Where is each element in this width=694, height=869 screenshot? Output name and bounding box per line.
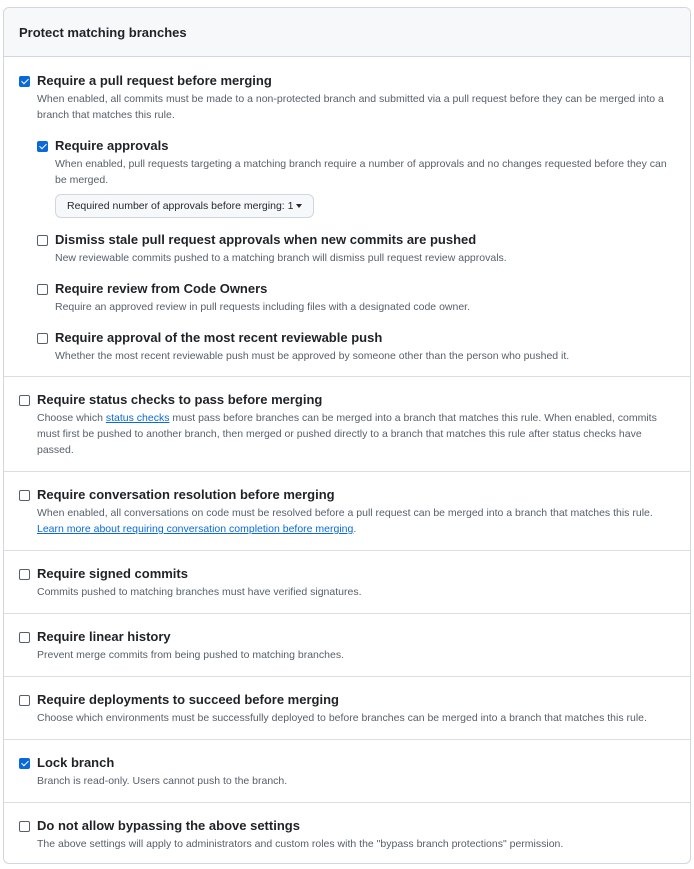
require-approvals-desc: When enabled, pull requests targeting a matching branch require a number of approvals and no changes requested before they can be merged. <box>55 158 667 186</box>
status-checks-desc-after: must pass before branches can be merged into a branch that matches this rule. When enabled, commits must first be pushed to another branch, then merged or pushed directly to a branch that matches this rule after status checks have passed. <box>37 412 657 456</box>
caret-down-icon <box>296 204 302 208</box>
require-pull-request-desc: When enabled, all commits must be made to a non-protected branch and submitted via a pull request before they can be merged into a branch that matches this rule. <box>37 93 664 121</box>
deployments-option <box>4 691 690 726</box>
recent-push-checkbox[interactable] <box>37 333 48 344</box>
conversation-desc <box>37 505 680 537</box>
recent-push-title[interactable]: Require approval of the most recent reviewable push <box>55 330 383 345</box>
linear-history-desc: Prevent merge commits from being pushed to matching branches. <box>37 649 344 661</box>
lock-branch-title[interactable]: Lock branch <box>37 755 115 770</box>
require-pull-request-checkbox[interactable] <box>19 76 30 87</box>
code-owners-checkbox[interactable] <box>37 284 48 295</box>
conversation-learn-more-link[interactable]: Learn more about requiring conversation completion before merging <box>37 523 354 535</box>
lock-branch-checkbox[interactable] <box>19 758 30 769</box>
code-owners-title[interactable]: Require review from Code Owners <box>55 281 268 296</box>
require-pull-request-title[interactable]: Require a pull request before merging <box>37 73 272 88</box>
linear-history-checkbox[interactable] <box>19 632 30 643</box>
deployments-desc: Choose which environments must be successfully deployed to before branches can be merged into a branch that matches this rule. <box>37 712 647 724</box>
linear-history-section <box>4 614 690 677</box>
deployments-title[interactable]: Require deployments to succeed before merging <box>37 692 339 707</box>
pull-request-section <box>4 57 690 377</box>
signed-commits-section <box>4 551 690 614</box>
lock-branch-desc: Branch is read-only. Users cannot push to the branch. <box>37 775 288 787</box>
code-owners-option <box>4 280 690 315</box>
conversation-checkbox[interactable] <box>19 490 30 501</box>
conversation-link-suffix: . <box>353 523 357 535</box>
status-checks-option <box>4 391 690 458</box>
branch-protection-panel <box>3 7 691 864</box>
no-bypass-section <box>4 803 690 864</box>
lock-branch-section <box>4 740 690 803</box>
signed-commits-title[interactable]: Require signed commits <box>37 566 188 581</box>
no-bypass-option <box>4 817 690 852</box>
status-checks-checkbox[interactable] <box>19 395 30 406</box>
status-checks-desc <box>37 410 680 458</box>
dismiss-stale-desc: New reviewable commits pushed to a matching branch will dismiss pull request review approvals. <box>55 252 507 264</box>
approvals-count-label: Required number of approvals before merging: 1 <box>67 200 294 212</box>
status-checks-section <box>4 377 690 472</box>
panel-header <box>4 8 690 57</box>
linear-history-title[interactable]: Require linear history <box>37 629 171 644</box>
code-owners-desc: Require an approved review in pull requests including files with a designated code owner. <box>55 301 471 313</box>
conversation-section <box>4 472 690 551</box>
dismiss-stale-checkbox[interactable] <box>37 235 48 246</box>
conversation-title[interactable]: Require conversation resolution before merging <box>37 487 335 502</box>
conversation-desc-text: When enabled, all conversations on code must be resolved before a pull request can be merged into a branch that matches this rule. <box>37 507 653 519</box>
status-checks-title[interactable]: Require status checks to pass before merging <box>37 392 323 407</box>
no-bypass-title[interactable]: Do not allow bypassing the above settings <box>37 818 300 833</box>
status-checks-link[interactable]: status checks <box>105 412 170 424</box>
no-bypass-desc: The above settings will apply to administrators and custom roles with the "bypass branch protections" permission. <box>37 838 564 850</box>
pull-request-suboptions <box>4 137 690 364</box>
deployments-section <box>4 677 690 740</box>
recent-push-desc: Whether the most recent reviewable push must be approved by someone other than the person who pushed it. <box>55 350 570 362</box>
conversation-option <box>4 486 690 537</box>
dismiss-stale-title[interactable]: Dismiss stale pull request approvals when new commits are pushed <box>55 232 477 247</box>
require-approvals-option <box>4 137 690 218</box>
recent-push-option <box>4 329 690 364</box>
require-approvals-checkbox[interactable] <box>37 141 48 152</box>
no-bypass-checkbox[interactable] <box>19 821 30 832</box>
require-pull-request-option <box>4 72 690 123</box>
require-approvals-title[interactable]: Require approvals <box>55 138 169 153</box>
linear-history-option <box>4 628 690 663</box>
signed-commits-checkbox[interactable] <box>19 569 30 580</box>
signed-commits-option <box>4 565 690 600</box>
approvals-count-select[interactable] <box>55 194 314 218</box>
lock-branch-option <box>4 754 690 789</box>
panel-title: Protect matching branches <box>19 24 187 40</box>
status-checks-desc-before: Choose which <box>37 412 106 424</box>
deployments-checkbox[interactable] <box>19 695 30 706</box>
dismiss-stale-option <box>4 231 690 266</box>
signed-commits-desc: Commits pushed to matching branches must have verified signatures. <box>37 586 362 598</box>
